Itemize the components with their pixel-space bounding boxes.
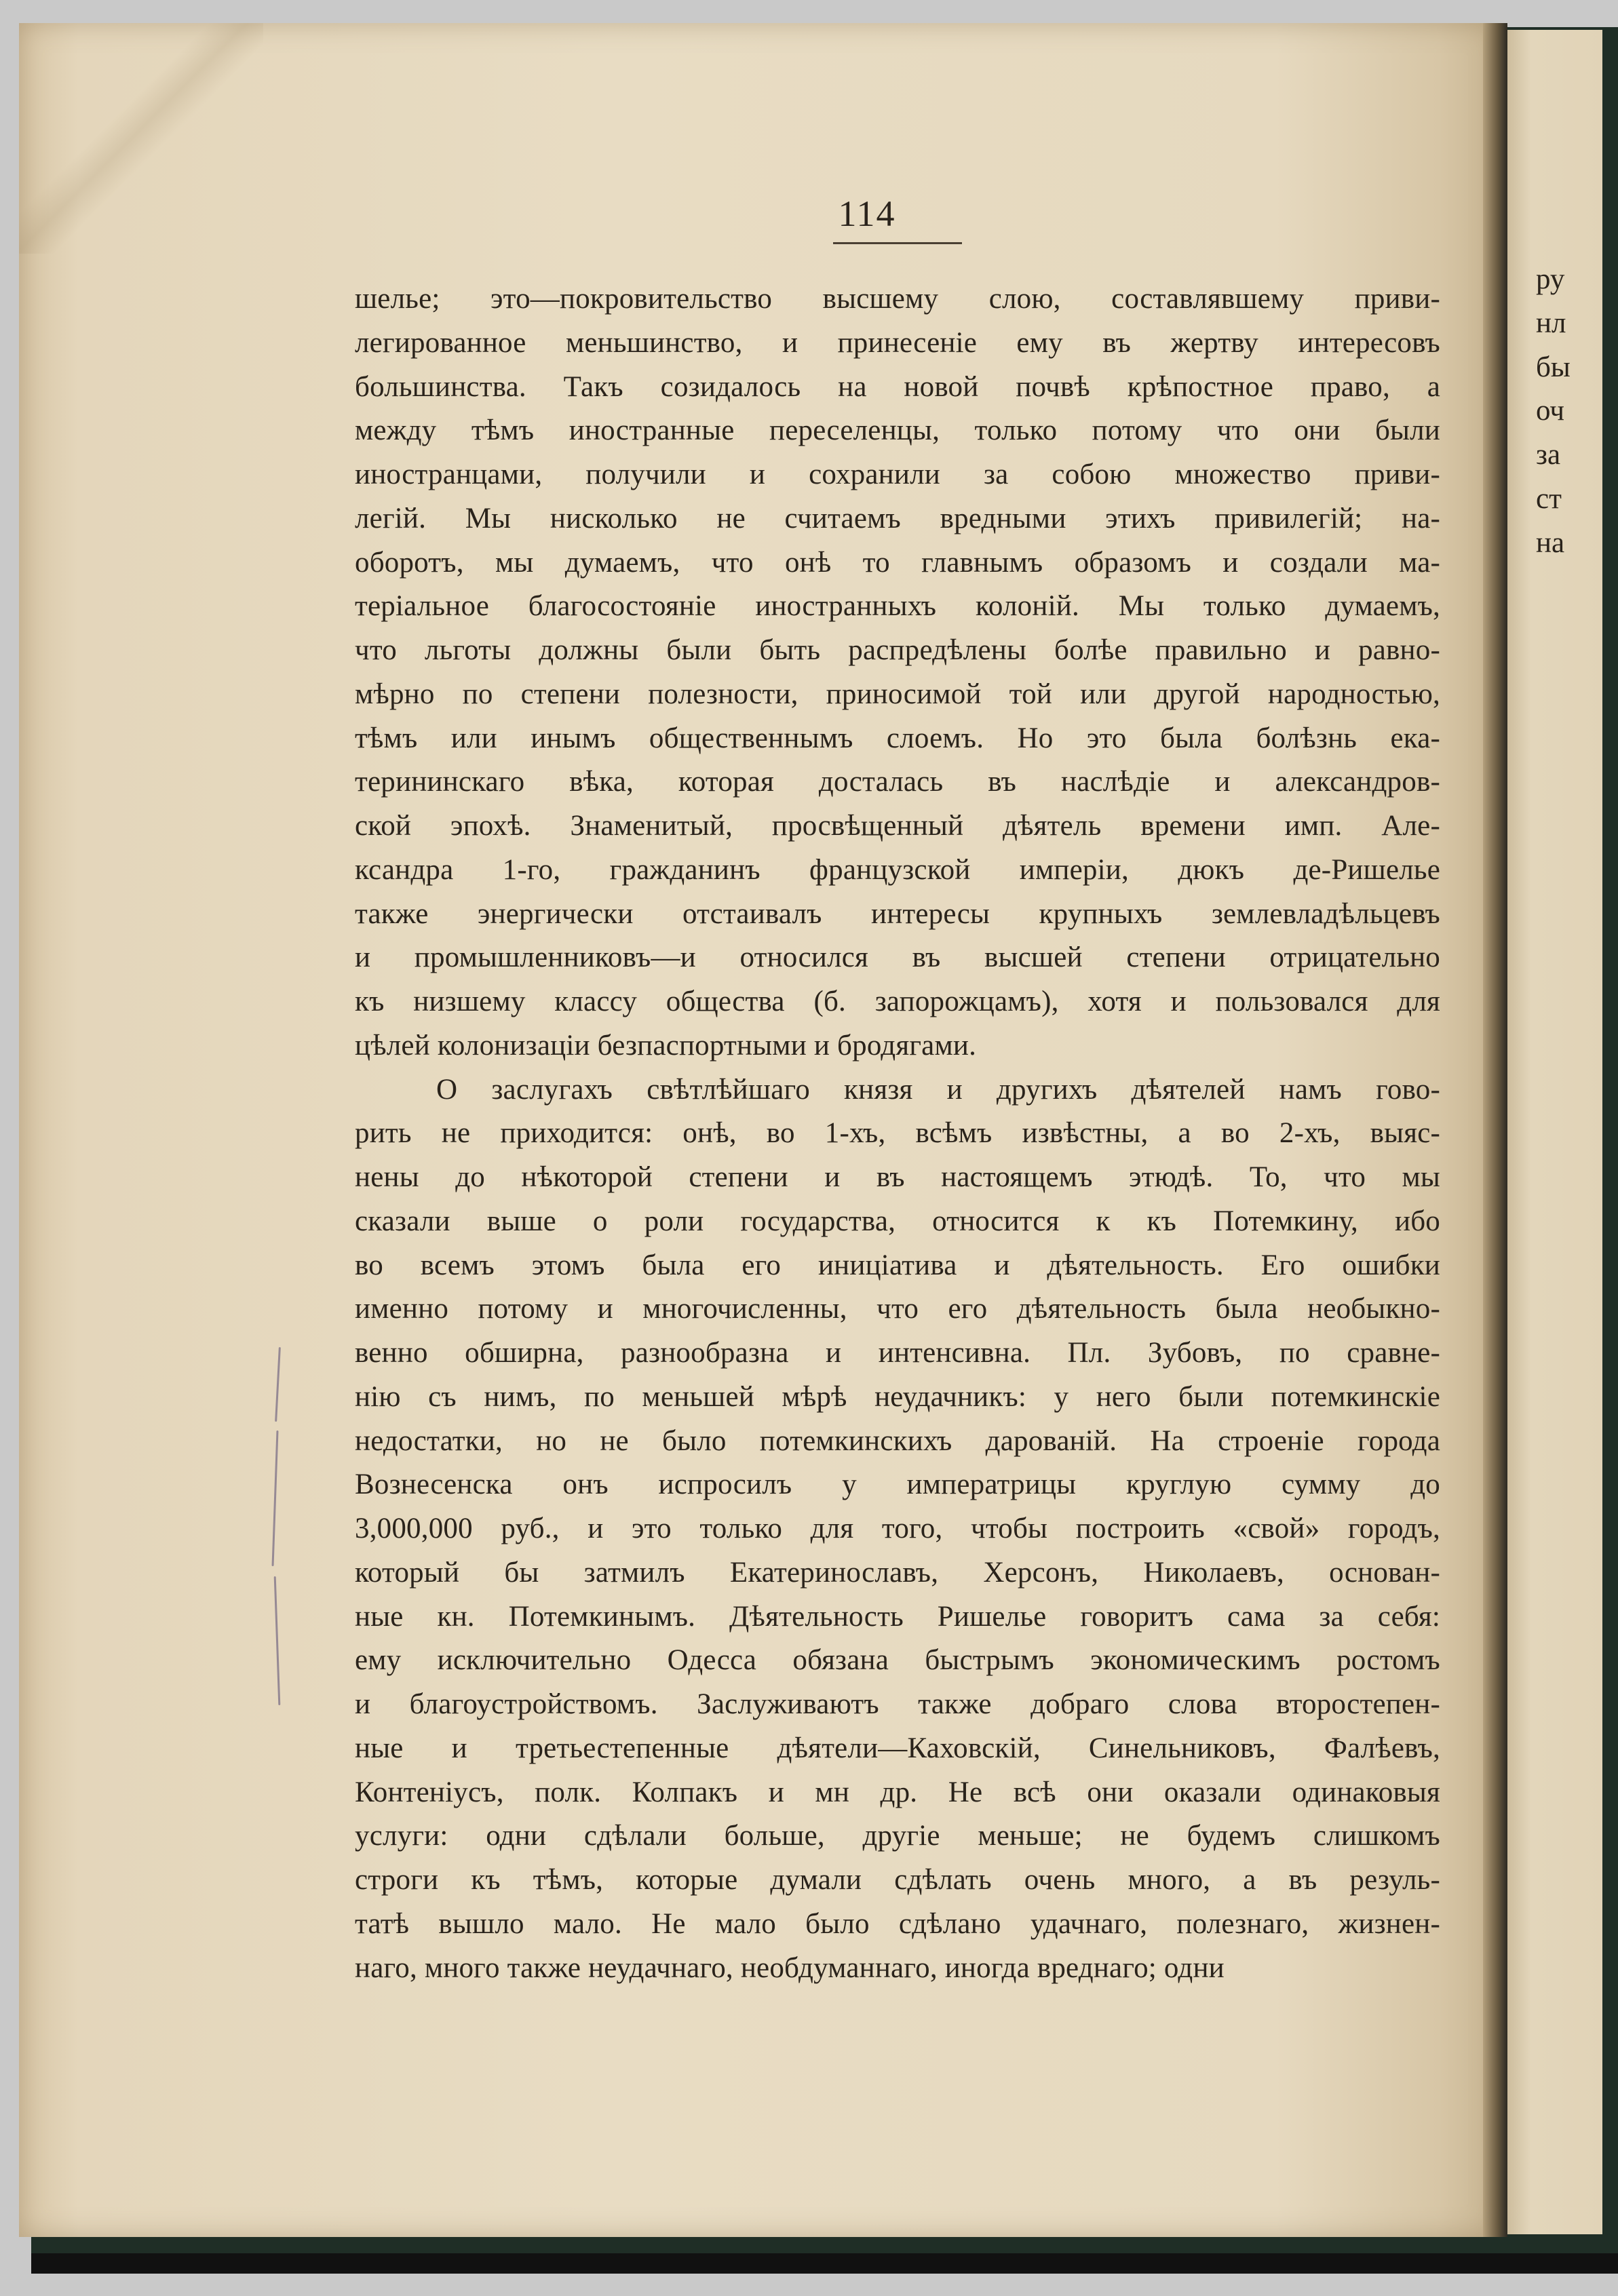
page-number: 114 (838, 193, 896, 234)
text-line: Контеніусъ, полк. Колпакъ и мн др. Не всѣ они оказали одинаковыя (355, 1776, 1440, 1808)
text-line: татѣ вышло мало. Не мало было сдѣлано удачнаго, полезнаго, жизнен- (355, 1907, 1440, 1940)
text-line: венно обширна, разнообразна и интенсивна. Пл. Зубовъ, по сравне- (355, 1337, 1440, 1369)
facing-page-fragment: оч (1536, 395, 1565, 427)
pencil-margin-mark (272, 1431, 279, 1566)
text-line: что льготы должны были быть распредѣлены болѣе правильно и равно- (355, 634, 1440, 666)
text-line: услуги: одни сдѣлали больше, другіе меньше; не будемъ слишкомъ (355, 1820, 1440, 1852)
facing-page-fragment: бы (1536, 351, 1571, 383)
text-line: недостатки, но не было потемкинскихъ дарованій. На строеніе города (355, 1424, 1440, 1457)
book-page (19, 23, 1498, 2237)
text-line: нію съ нимъ, по меньшей мѣрѣ неудачникъ: у него были потемкинскіе (355, 1380, 1440, 1413)
text-line: ской эпохѣ. Знаменитый, просвѣщенный дѣятель времени имп. Але- (355, 810, 1440, 842)
text-line: также энергически отстаивалъ интересы крупныхъ землевладѣльцевъ (355, 897, 1440, 930)
text-line: оборотъ, мы думаемъ, что онѣ то главнымъ образомъ и создали ма- (355, 546, 1440, 579)
text-line: большинства. Такъ созидалось на новой почвѣ крѣпостное право, а (355, 370, 1440, 403)
text-line: ксандра 1-го, гражданинъ французской имперіи, дюкъ де-Ришелье (355, 853, 1440, 886)
text-line: легированное меньшинство, и принесеніе ему въ жертву интересовъ (355, 326, 1440, 359)
facing-page-text (1507, 258, 1571, 565)
text-line: и промышленниковъ—и относился въ высшей степени отрицательно (355, 941, 1440, 974)
text-line: иностранцами, получили и сохранили за собою множество приви- (355, 459, 1440, 490)
pencil-margin-mark (274, 1576, 281, 1705)
paragraph (355, 1068, 1440, 1991)
facing-page-edge (1507, 30, 1602, 2234)
scan-bottom-edge (31, 2253, 1618, 2274)
text-line: рить не приходится: онѣ, во 1-хъ, всѣмъ извѣстны, а во 2-хъ, выяс- (355, 1117, 1440, 1150)
text-line: между тѣмъ иностранные переселенцы, только потому что они были (355, 414, 1440, 447)
facing-page-fragment: нл (1536, 307, 1566, 339)
text-line: шелье; это—покровительство высшему слою, составлявшему приви- (355, 283, 1440, 315)
facing-page-fragment: за (1536, 439, 1561, 471)
page-number-rule (833, 242, 962, 244)
text-line: 3,000,000 руб., и это только для того, чтобы построить «свой» городъ, (355, 1513, 1440, 1544)
text-line: именно потому и многочисленны, что его дѣятельность была необыкно- (355, 1293, 1440, 1325)
book-gutter (1483, 23, 1507, 2237)
facing-page-fragment: ру (1536, 263, 1565, 295)
text-line: терининскаго вѣка, которая досталась въ наслѣдіе и александров- (355, 766, 1440, 798)
text-line: наго, много также неудачнаго, необдуманнаго, иногда вреднаго; одни (355, 1951, 1225, 1984)
text-line: О заслугахъ свѣтлѣйшаго князя и другихъ дѣятелей намъ гово- (436, 1073, 1440, 1106)
body-text (355, 277, 1440, 1990)
text-line: цѣлей колонизаціи безпаспортными и бродягами. (355, 1029, 977, 1062)
text-line: тѣмъ или инымъ общественнымъ слоемъ. Но это была болѣзнь ека- (355, 722, 1440, 754)
text-line: Вознесенска онъ испросилъ у императрицы круглую сумму до (355, 1468, 1440, 1501)
text-line: теріальное благосостояніе иностранныхъ колоній. Мы только думаемъ, (355, 590, 1440, 623)
text-line: нены до нѣкоторой степени и въ настоящемъ этюдѣ. То, что мы (355, 1161, 1440, 1193)
text-line: ные и третьестепенные дѣятели—Каховскій, Синельниковъ, Фалѣевъ, (355, 1732, 1440, 1764)
text-line: ему исключительно Одесса обязана быстрымъ экономическимъ ростомъ (355, 1644, 1440, 1677)
text-line: строги къ тѣмъ, которые думали сдѣлать очень много, а въ резуль- (355, 1864, 1440, 1896)
facing-page-fragment: на (1536, 526, 1565, 559)
text-line: мѣрно по степени полезности, приносимой той или другой народностью, (355, 678, 1440, 710)
pencil-margin-mark (275, 1347, 281, 1422)
paragraph (355, 277, 1440, 1068)
text-line: и благоустройствомъ. Заслуживаютъ также добраго слова второстепен- (355, 1688, 1440, 1720)
text-line: ные кн. Потемкинымъ. Дѣятельность Ришелье говоритъ сама за себя: (355, 1600, 1440, 1633)
text-line: легій. Мы нисколько не считаемъ вредными этихъ привилегій; на- (355, 502, 1440, 534)
text-line: во всемъ этомъ была его иниціатива и дѣятельность. Его ошибки (355, 1249, 1440, 1281)
text-line: сказали выше о роли государства, относится к къ Потемкину, ибо (355, 1205, 1440, 1237)
text-line: къ низшему классу общества (б. запорожцамъ), хотя и пользовался для (355, 986, 1440, 1017)
text-line: который бы затмилъ Екатеринославъ, Херсонъ, Николаевъ, основан- (355, 1556, 1440, 1589)
facing-page-fragment: ст (1536, 482, 1562, 515)
